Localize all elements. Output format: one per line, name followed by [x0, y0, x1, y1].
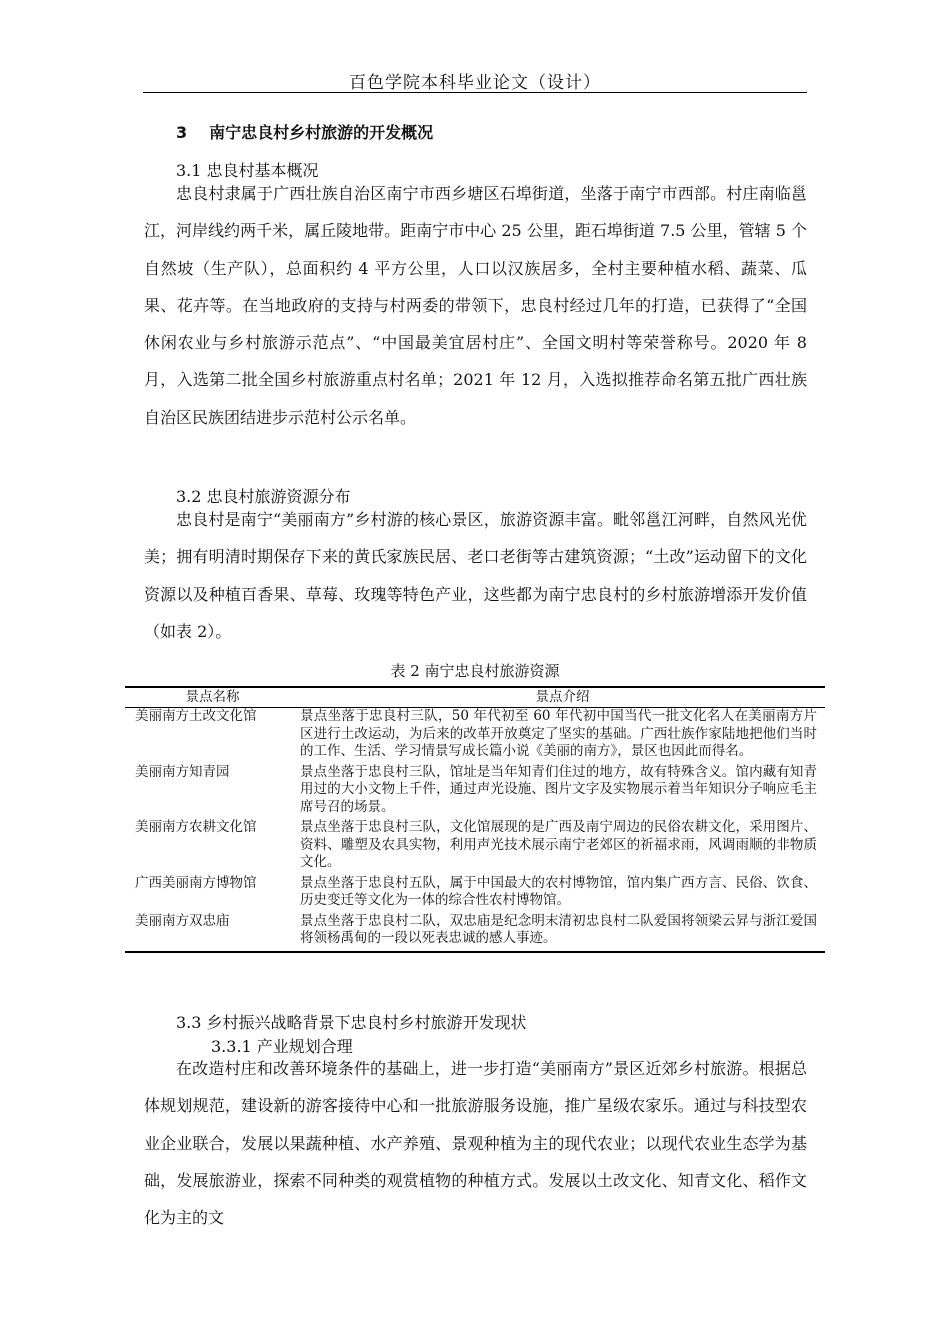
header-rule [143, 92, 807, 93]
table-row [125, 913, 825, 952]
resource-table [125, 686, 825, 953]
cell-desc: 景点坐落于忠良村二队，双忠庙是纪念明末清初忠良村二队爱国将领梁云昇与浙江爱国将领杨禹甸的一段以死表忠诚的感人事迹。 [300, 912, 817, 946]
cell-name: 广西美丽南方博物馆 [135, 874, 257, 891]
subsection-heading-3-3-1: 3.3.1 产业规划合理 [211, 1037, 353, 1056]
cell-desc: 景点坐落于忠良村三队，50 年代初至 60 年代初中国当代一批文化名人在美丽南方片区进行土改运动，为后来的改革开放奠定了坚实的基础。广西壮族作家陆地把他们当时的工作、生活、学习情景写成长篇小说《美丽的南方》，景区也因此而得名。 [300, 708, 817, 759]
table-row [125, 764, 825, 820]
page-header: 百色学院本科毕业论文（设计） [349, 73, 601, 93]
cell-name: 美丽南方土改文化馆 [135, 708, 257, 724]
table-row [125, 708, 825, 764]
table-header-row [125, 687, 825, 708]
column-header-name: 景点名称 [125, 687, 300, 708]
subsection-heading-3-2: 3.2 忠良村旅游资源分布 [176, 487, 351, 506]
column-header-desc: 景点介绍 [300, 687, 825, 708]
section-heading [176, 120, 433, 143]
paragraph-3-2: 忠良村是南宁“美丽南方”乡村游的核心景区，旅游资源丰富。毗邻邕江河畔，自然风光优美；拥有明清时期保存下来的黄氏家族民居、老口老街等古建筑资源；“土改”运动留下的文化资源以及种植百香果、草莓、玫瑰等特色产业，这些都为南宁忠良村的乡村旅游增添开发价值（如表 2）。 [144, 510, 807, 641]
cell-name: 美丽南方双忠庙 [135, 912, 230, 929]
cell-desc: 景点坐落于忠良村三队，文化馆展现的是广西及南宁周边的民俗农耕文化，采用图片、资料、雕塑及农具实物，利用声光技术展示南宁老郊区的祈福求雨，风调雨顺的非物质文化。 [300, 819, 817, 870]
paragraph-3-3-1: 在改造村庄和改善环境条件的基础上，进一步打造“美丽南方”景区近郊乡村旅游。根据总体规划规范，建设新的游客接待中心和一批旅游服务设施，推广星级农家乐。通过与科技型农业企业联合，发展以果蔬种植、水产养殖、景观种植为主的现代农业；以现代农业生态学为基础，发展旅游业，探索不同种类的观赏植物的种植方式。发展以土改文化、知青文化、稻作文化为主的文 [144, 1059, 807, 1228]
paragraph-3-1: 忠良村隶属于广西壮族自治区南宁市西乡塘区石埠街道，坐落于南宁市西部。村庄南临邕江，河岸线约两千米，属丘陵地带。距南宁市中心 25 公里，距石埠街道 7.5 公里，管辖 5 个自然坡（生产队），总面积约 4 平方公里，人口以汉族居多，全村主要种植水稻、蔬菜、瓜果、花卉等。在当地政府的支持与村两委的带领下，忠良村经过几年的打造，已获得了“全国休闲农业与乡村旅游示范点”、“中国最美宜居村庄”、全国文明村等荣誉称号。2020 年 8 月，入选第二批全国乡村旅游重点村名单；2021 年 12 月，入选拟推荐命名第五批广西壮族自治区民族团结进步示范村公示名单。 [144, 184, 807, 427]
cell-name: 美丽南方农耕文化馆 [135, 819, 257, 835]
table-row [125, 819, 825, 875]
cell-desc: 景点坐落于忠良村五队，属于中国最大的农村博物馆，馆内集广西方言、民俗、饮食、历史变迁等文化为一体的综合性农村博物馆。 [300, 874, 817, 908]
table-row [125, 875, 825, 913]
section-number: 3 [176, 123, 188, 142]
section-title: 南宁忠良村乡村旅游的开发概况 [209, 123, 434, 142]
subsection-heading-3-1: 3.1 忠良村基本概况 [176, 161, 319, 180]
cell-name: 美丽南方知青园 [135, 763, 230, 780]
subsection-heading-3-3: 3.3 乡村振兴战略背景下忠良村乡村旅游开发现状 [176, 1013, 527, 1032]
cell-desc: 景点坐落于忠良村三队，馆址是当年知青们住过的地方，故有特殊含义。馆内藏有知青用过的大小文物上千件，通过声光设施、图片文字及实物展示着当年知识分子响应毛主席号召的场景。 [300, 763, 817, 815]
table-caption: 表 2 南宁忠良村旅游资源 [390, 662, 560, 680]
